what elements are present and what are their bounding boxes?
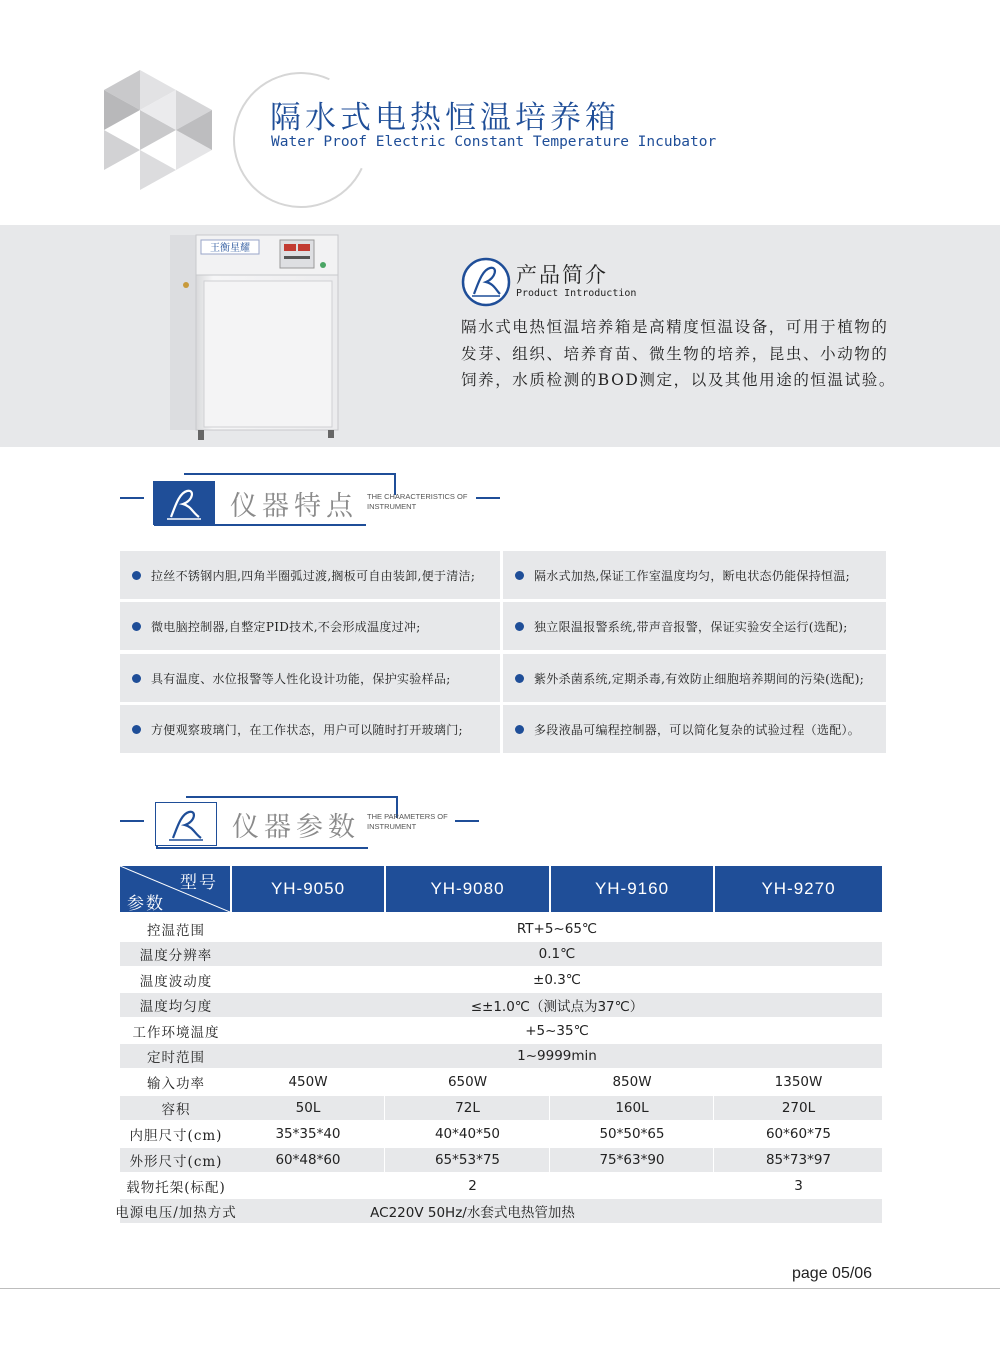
- table-row: 输入功率 450W 650W 850W 1350W: [147, 1074, 823, 1092]
- feature-item: 紫外杀菌系统,定期杀毒,有效防止细胞培养期间的污染(选配);: [503, 654, 886, 702]
- bullet-icon: [132, 674, 141, 683]
- section-logo-icon: [155, 802, 217, 846]
- bullet-icon: [515, 571, 524, 580]
- page-title: 隔水式电热恒温培养箱: [270, 100, 620, 136]
- table-row: 温度分辨率 0.1℃: [120, 942, 882, 966]
- model-header: YH-9160: [594, 879, 670, 898]
- footer-divider: [0, 1288, 1000, 1289]
- bullet-icon: [132, 725, 141, 734]
- page-subtitle: Water Proof Electric Constant Temperature Incubator: [271, 134, 717, 150]
- triangle-pattern-icon: [104, 70, 234, 190]
- bullet-icon: [515, 725, 524, 734]
- intro-subtitle: Product Introduction: [516, 288, 637, 299]
- features-subtitle: THE CHARACTERISTICS OF INSTRUMENT: [367, 492, 468, 511]
- feature-item: 多段液晶可编程控制器，可以简化复杂的试验过程（选配）。: [503, 705, 886, 753]
- table-row: 控温范围 RT+5~65℃: [147, 921, 598, 939]
- page-number: page 05/06: [792, 1265, 873, 1282]
- params-subtitle: THE PARAMETERS OF INSTRUMENT: [367, 812, 448, 831]
- section-logo-icon: [153, 481, 215, 525]
- table-row: 载物托架(标配) 2 3: [126, 1178, 803, 1196]
- features-title: 仪器特点: [230, 491, 358, 522]
- table-row: 外形尺寸(cm) 60*48*60 65*53*75 75*63*90 85*73*97: [120, 1148, 882, 1172]
- model-header: YH-9050: [270, 879, 346, 898]
- bullet-icon: [132, 622, 141, 631]
- feature-item: 拉丝不锈钢内胆,四角半圈弧过渡,搁板可自由装卸,便于清洁;: [120, 551, 500, 599]
- section-line-left: [120, 820, 144, 822]
- model-header: YH-9270: [761, 879, 836, 898]
- corner-param-label: 参数: [127, 894, 165, 914]
- table-row: 温度均匀度 ≤±1.0℃（测试点为37℃）: [120, 993, 882, 1017]
- brand-plate: 王衡星耀: [210, 243, 250, 254]
- bullet-icon: [515, 622, 524, 631]
- feature-item: 独立限温报警系统,带声音报警，保证实验安全运行(选配);: [503, 602, 886, 650]
- table-row: 电源电压/加热方式 AC220V 50Hz/水套式电热管加热: [120, 1199, 882, 1223]
- feature-item: 方便观察玻璃门，在工作状态，用户可以随时打开玻璃门;: [120, 705, 500, 753]
- table-row: 温度波动度 ±0.3℃: [139, 972, 581, 990]
- section-line-left: [120, 497, 144, 499]
- section-line-right: [476, 497, 500, 499]
- intro-logo-icon: [460, 256, 512, 308]
- bullet-icon: [515, 674, 524, 683]
- table-row: 定时范围 1~9999min: [120, 1044, 882, 1068]
- intro-title: 产品简介: [516, 263, 608, 287]
- table-row: 容积 50L 72L 160L 270L: [120, 1096, 882, 1120]
- incubator-product-image: [168, 233, 340, 445]
- params-title: 仪器参数: [232, 812, 360, 843]
- bullet-icon: [132, 571, 141, 580]
- corner-model-label: 型号: [180, 873, 218, 893]
- feature-item: 隔水式加热,保证工作室温度均匀，断电状态仍能保持恒温;: [503, 551, 886, 599]
- intro-body: 隔水式电热恒温培养箱是高精度恒温设备，可用于植物的发芽、组织、培养育苗、微生物的培养，昆虫、小动物的饲养，水质检测的BOD测定，以及其他用途的恒温试验。: [461, 318, 896, 389]
- feature-item: 具有温度、水位报警等人性化设计功能，保护实验样品;: [120, 654, 500, 702]
- feature-item: 微电脑控制器,自整定PID技术,不会形成温度过冲;: [120, 602, 500, 650]
- model-header: YH-9080: [430, 879, 505, 898]
- table-row: 工作环境温度 +5~35℃: [132, 1023, 589, 1041]
- table-row: 内胆尺寸(cm) 35*35*40 40*40*50 50*50*65 60*60*75: [129, 1126, 832, 1144]
